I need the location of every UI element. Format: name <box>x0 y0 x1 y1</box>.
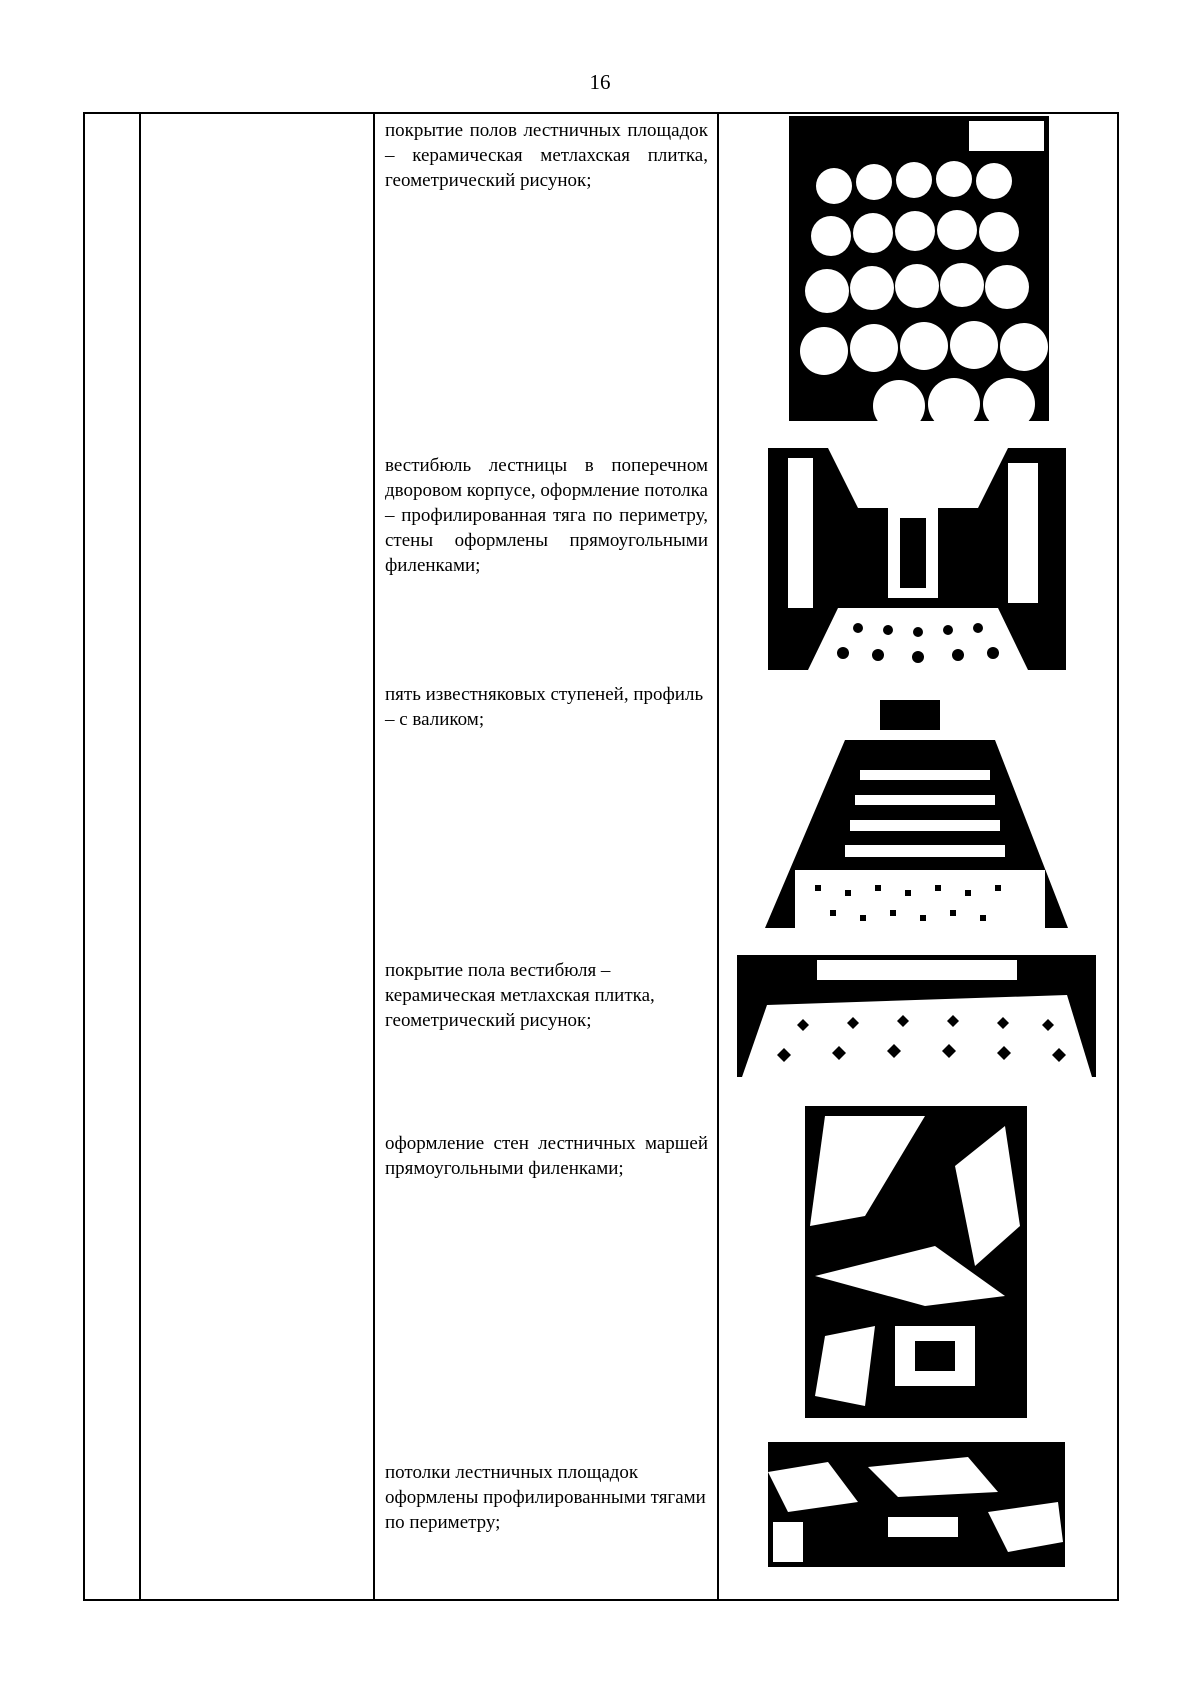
vestibule-photo <box>768 448 1066 670</box>
description-vestibule: вестибюль лестницы в поперечном дворовом корпусе, оформление потолка – профилированная тяга по периметру, стены оформлены прямоугольными филенками; <box>385 455 708 576</box>
description-tile-floor: покрытие полов лестничных площадок – керамическая метлахская плитка, геометрический рисунок; <box>385 120 708 191</box>
column-divider-3 <box>717 112 719 1601</box>
stair-walls-photo <box>805 1106 1027 1418</box>
ceiling-photo <box>768 1442 1065 1567</box>
description-vestibule-floor: покрытие пола вестибюля – керамическая метлахская плитка, геометрический рисунок; <box>385 960 655 1031</box>
column-divider-1 <box>139 112 141 1601</box>
vestibule-floor-photo <box>737 955 1096 1077</box>
page-number: 16 <box>589 70 611 94</box>
column-divider-2 <box>373 112 375 1601</box>
tile-floor-photo <box>789 116 1049 421</box>
steps-photo <box>765 700 1068 928</box>
description-stair-walls: оформление стен лестничных маршей прямоугольными филенками; <box>385 1133 708 1179</box>
description-ceiling: потолки лестничных площадок оформлены профилированными тягами по периметру; <box>385 1462 706 1533</box>
description-steps: пять известняковых ступеней, профиль – с валиком; <box>385 684 704 730</box>
